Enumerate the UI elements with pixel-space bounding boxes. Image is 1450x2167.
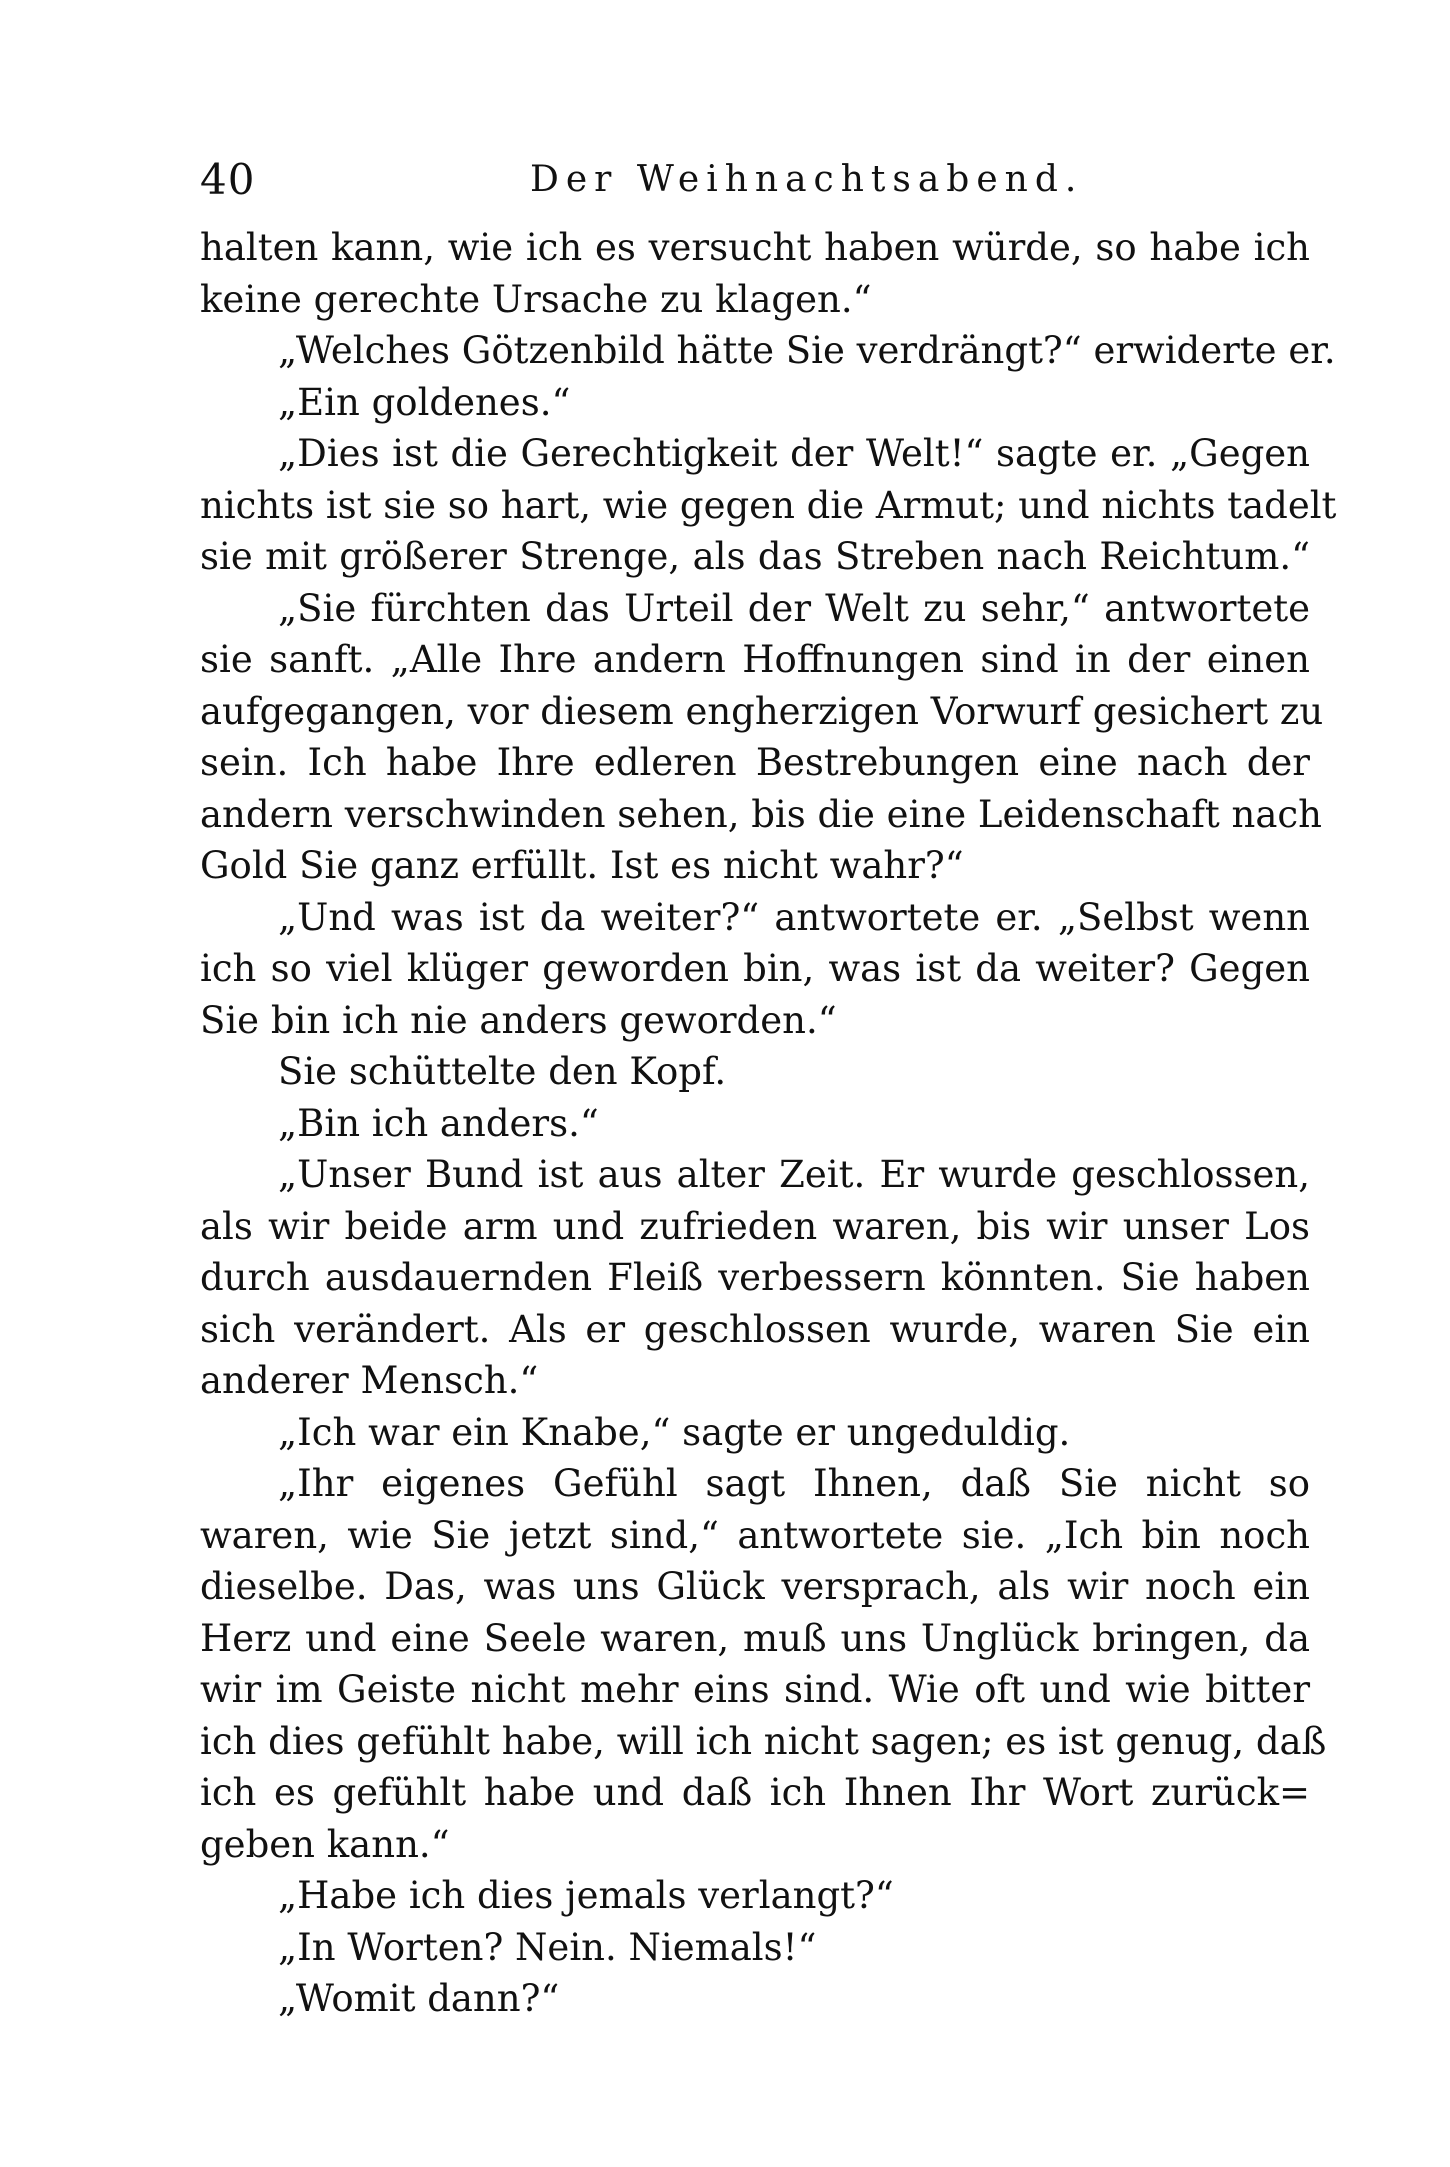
text-line: Herz und eine Seele waren, muß uns Unglück bringen, da	[200, 1616, 1310, 1660]
text-line: „Welches Götzenbild hätte Sie verdrängt?“ erwiderte er.	[278, 329, 1336, 372]
text-line: „Unser Bund ist aus alter Zeit. Er wurde geschlossen,	[278, 1153, 1310, 1196]
text-line: sie mit größerer Strenge, als das Streben nach Reichtum.“	[200, 535, 1310, 578]
text-line: ich dies gefühlt habe, will ich nicht sagen; es ist genug, daß	[200, 1719, 1327, 1763]
text-line: wir im Geiste nicht mehr eins sind. Wie oft und wie bitter	[200, 1668, 1310, 1711]
text-line: sich verändert. Als er geschlossen wurde, waren Sie ein	[200, 1307, 1310, 1351]
text-line: andern verschwinden sehen, bis die eine Leidenschaft nach	[200, 792, 1322, 836]
running-title: Der Weihnachtsabend.	[530, 159, 1084, 200]
text-line: „Bin ich anders.“	[278, 1101, 599, 1145]
text-line: aufgegangen, vor diesem engherzigen Vorwurf gesichert zu	[200, 689, 1324, 733]
text-line: ich so viel klüger geworden bin, was ist da weiter? Gegen	[200, 947, 1310, 990]
text-line: sein. Ich habe Ihre edleren Bestrebungen eine nach der	[200, 741, 1310, 784]
text-line: „Und was ist da weiter?“ antwortete er. „Selbst wenn	[278, 895, 1310, 939]
text-line: Sie schüttelte den Kopf.	[278, 1050, 727, 1093]
text-line: „Ein goldenes.“	[278, 380, 571, 424]
running-head	[200, 150, 1310, 210]
text-line: „Dies ist die Gerechtigkeit der Welt!“ sagte er. „Gegen	[278, 432, 1310, 475]
text-line: Sie bin ich nie anders geworden.“	[200, 998, 837, 1042]
text-line: anderer Mensch.“	[200, 1359, 539, 1402]
text-line: „Sie fürchten das Urteil der Welt zu sehr,“ antwortete	[278, 586, 1310, 630]
text-line: nichts ist sie so hart, wie gegen die Armut; und nichts tadelt	[200, 483, 1337, 527]
text-line: „Womit dann?“	[278, 1977, 560, 2020]
body-text	[200, 222, 1337, 2025]
text-line: ich es gefühlt habe und daß ich Ihnen Ihr Wort zurück=	[200, 1771, 1310, 1814]
text-line: geben kann.“	[200, 1822, 450, 1866]
text-line: halten kann, wie ich es versucht haben würde, so habe ich	[200, 226, 1310, 269]
text-line: durch ausdauernden Fleiß verbessern könnten. Sie haben	[200, 1256, 1310, 1299]
text-line: Gold Sie ganz erfüllt. Ist es nicht wahr?“	[200, 844, 964, 887]
text-line: als wir beide arm und zufrieden waren, bis wir unser Los	[200, 1204, 1310, 1248]
text-line: „Ich war ein Knabe,“ sagte er ungeduldig.	[278, 1410, 1071, 1454]
text-line: dieselbe. Das, was uns Glück versprach, als wir noch ein	[200, 1565, 1310, 1608]
text-line: „Ihr eigenes Gefühl sagt Ihnen, daß Sie nicht so	[278, 1462, 1310, 1505]
text-line: sie sanft. „Alle Ihre andern Hoffnungen sind in der einen	[200, 638, 1310, 681]
page-number: 40	[200, 155, 256, 204]
text-line: „In Worten? Nein. Niemals!“	[278, 1925, 817, 1969]
text-line: keine gerechte Ursache zu klagen.“	[200, 277, 872, 321]
text-line: waren, wie Sie jetzt sind,“ antwortete sie. „Ich bin noch	[200, 1513, 1310, 1557]
text-line: „Habe ich dies jemals verlangt?“	[278, 1874, 894, 1917]
